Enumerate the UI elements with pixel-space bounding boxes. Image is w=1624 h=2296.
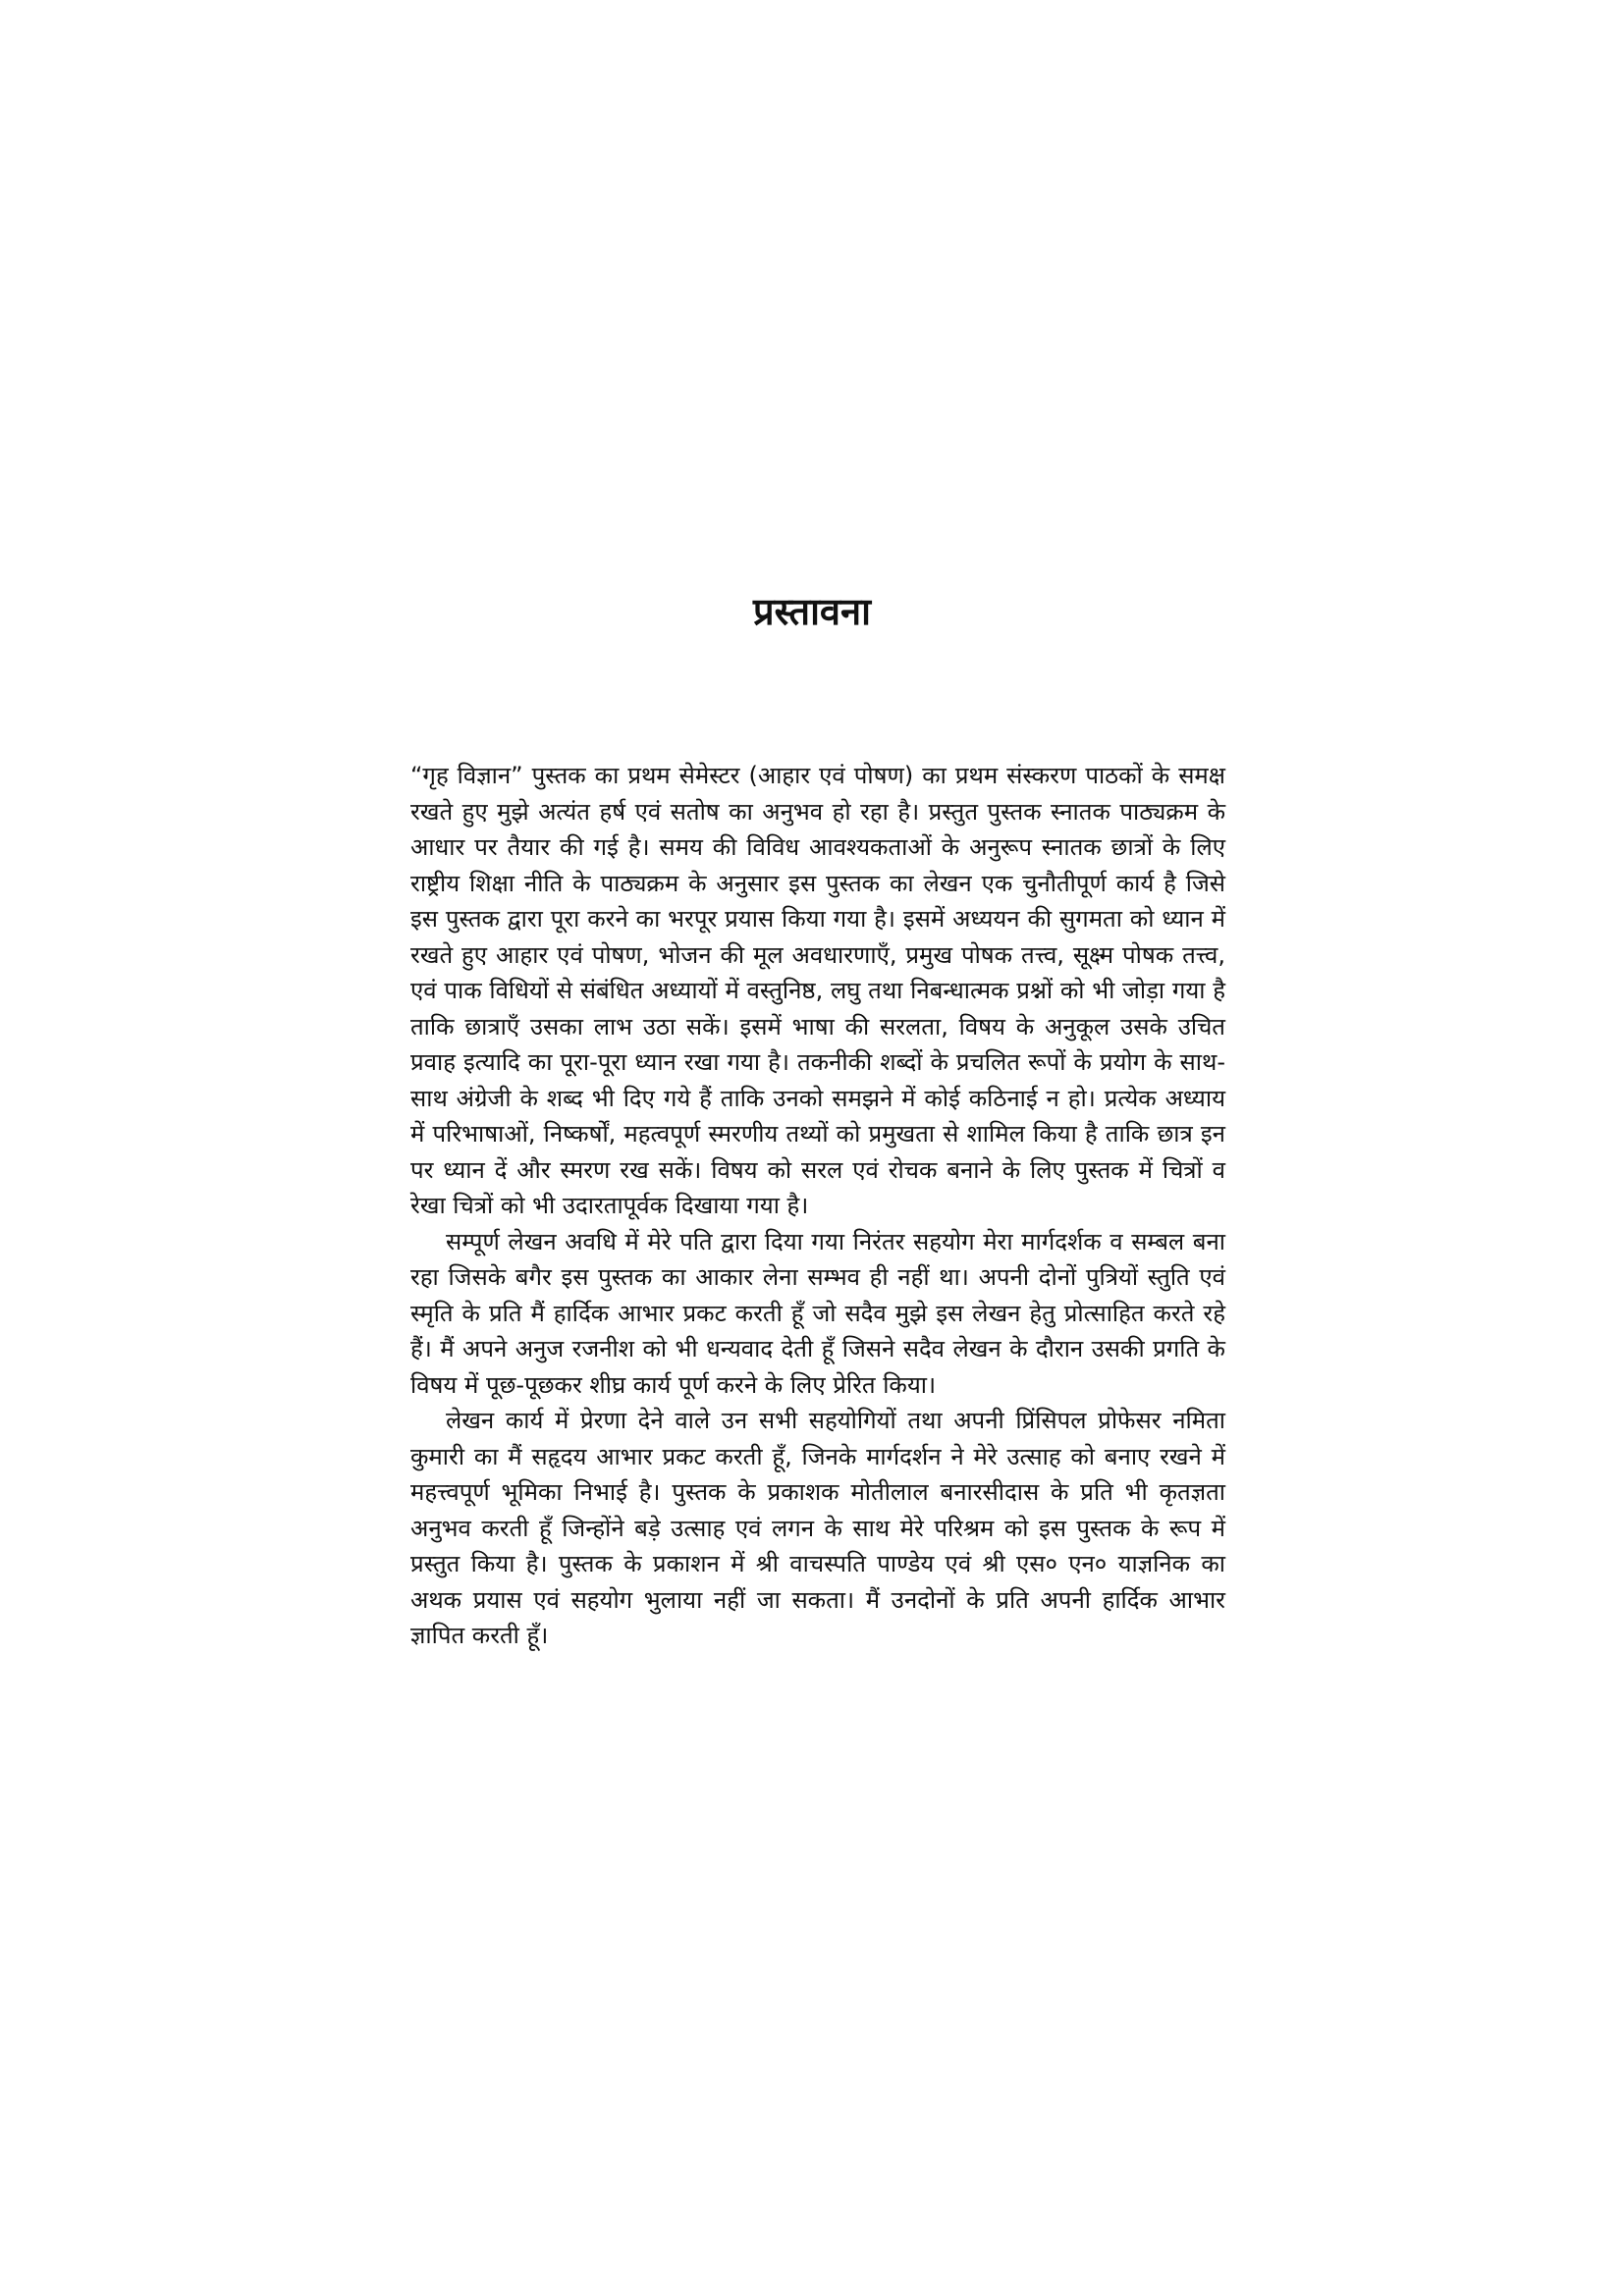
paragraph-colleagues-thanks: लेखन कार्य में प्रेरणा देने वाले उन सभी सहयोगियों तथा अपनी प्रिंसिपल प्रोफेसर नमिता कुमारी का मैं सहृदय आभार प्रकट करती हूँ, जिनके मार्गदर्शन ने मेरे उत्साह को बनाए रखने में महत्त्वपूर्ण भूमिका निभाई है। पुस्तक के प्रकाशक मोतीलाल बनारसीदास के प्रति भी कृतज्ञता अनुभव करती हूँ जिन्होंने बड़े उत्साह एवं लगन के साथ मेरे परिश्रम को इस पुस्तक के रूप में प्रस्तुत किया है। पुस्तक के प्रकाशन में श्री वाचस्पति पाण्डेय एवं श्री एस० एन० याज्ञनिक का अथक प्रयास एवं सहयोग भुलाया नहीं जा सकता। मैं उनदोनों के प्रति अपनी हार्दिक आभार ज्ञापित करती हूँ। (410, 1407, 1225, 1649)
preface-body (410, 758, 1225, 1654)
page-title: प्रस्तावना (753, 590, 871, 633)
paragraph-intro: “गृह विज्ञान” पुस्तक का प्रथम सेमेस्टर (आहार एवं पोषण) का प्रथम संस्करण पाठकों के समक्ष रखते हुए मुझे अत्यंत हर्ष एवं सतोष का अनुभव हो रहा है। प्रस्तुत पुस्तक स्नातक पाठ्यक्रम के आधार पर तैयार की गई है। समय की विविध आवश्यकताओं के अनुरूप स्नातक छात्रों के लिए राष्ट्रीय शिक्षा नीति के पाठ्यक्रम के अनुसार इस पुस्तक का लेखन एक चुनौतीपूर्ण कार्य है जिसे इस पुस्तक द्वारा पूरा करने का भरपूर प्रयास किया गया है। इसमें अध्ययन की सुगमता को ध्यान में रखते हुए आहार एवं पोषण, भोजन की मूल अवधारणाएँ, प्रमुख पोषक तत्त्व, सूक्ष्म पोषक तत्त्व, एवं पाक विधियों से संबंधित अध्यायों में वस्तुनिष्ठ, लघु तथा निबन्धात्मक प्रश्नों को भी जोड़ा गया है ताकि छात्राएँ उसका लाभ उठा सकें। इसमें भाषा की सरलता, विषय के अनुकूल उसके उचित प्रवाह इत्यादि का पूरा-पूरा ध्यान रखा गया है। तकनीकी शब्दों के प्रचलित रूपों के प्रयोग के साथ-साथ अंग्रेजी के शब्द भी दिए गये हैं ताकि उनको समझने में कोई कठिनाई न हो। प्रत्येक अध्याय में परिभाषाओं, निष्कर्षों, महत्वपूर्ण स्मरणीय तथ्यों को प्रमुखता से शामिल किया है ताकि छात्र इन पर ध्यान दें और स्मरण रख सकें। विषय को सरल एवं रोचक बनाने के लिए पुस्तक में चित्रों व रेखा चित्रों को भी उदारतापूर्वक दिखाया गया है। (410, 762, 1225, 1219)
paragraph-family-thanks: सम्पूर्ण लेखन अवधि में मेरे पति द्वारा दिया गया निरंतर सहयोग मेरा मार्गदर्शक व सम्बल बना रहा जिसके बगैर इस पुस्तक का आकार लेना सम्भव ही नहीं था। अपनी दोनों पुत्रियों स्तुति एवं स्मृति के प्रति मैं हार्दिक आभार प्रकट करती हूँ जो सदैव मुझे इस लेखन हेतु प्रोत्साहित करते रहे हैं। मैं अपने अनुज रजनीश को भी धन्यवाद देती हूँ जिसने सदैव लेखन के दौरान उसकी प्रगति के विषय में पूछ-पूछकर शीघ्र कार्य पूर्ण करने के लिए प्रेरित किया। (410, 1227, 1225, 1399)
